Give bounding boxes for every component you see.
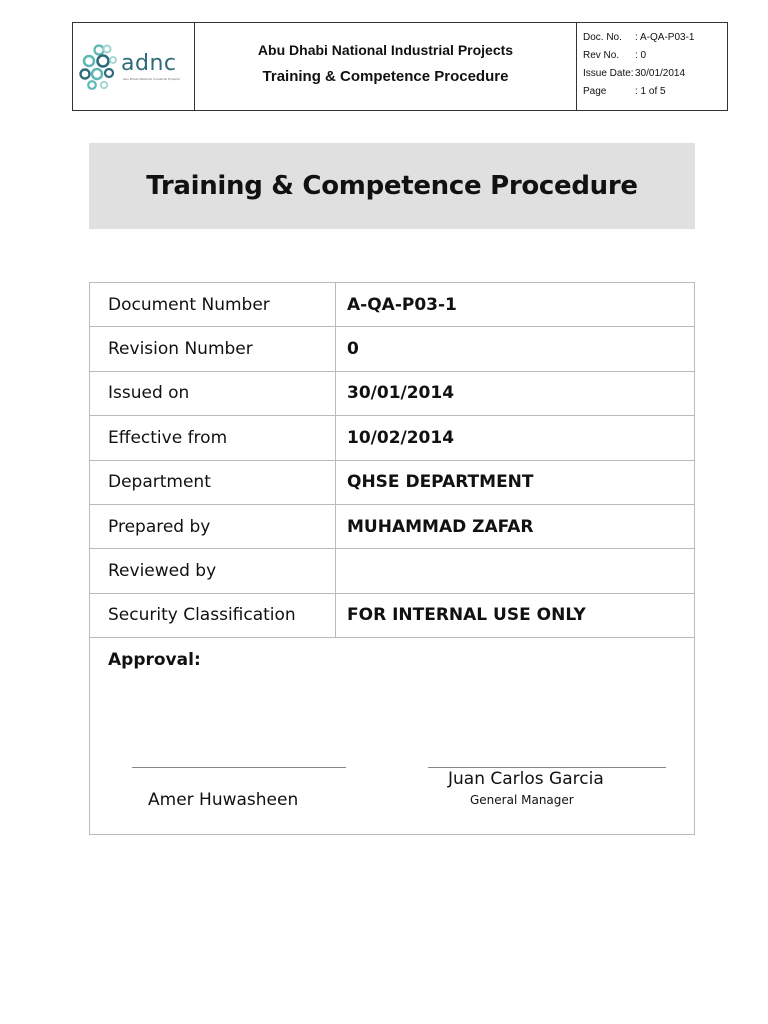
approval-section (90, 638, 694, 834)
meta-label: Page (583, 86, 607, 97)
header-title-cell (195, 23, 577, 110)
table-row (90, 594, 694, 638)
row-label: Prepared by (90, 505, 336, 548)
row-label: Department (90, 461, 336, 504)
header-procedure-title: Training & Competence Procedure (262, 68, 509, 85)
logo-cell (73, 23, 195, 110)
meta-label: Doc. No. (583, 32, 622, 43)
row-value: FOR INTERNAL USE ONLY (347, 605, 586, 626)
meta-issue-date (583, 65, 727, 83)
logo-wordmark: adnc (121, 50, 177, 76)
signature-line-1 (132, 767, 346, 768)
meta-label: Rev No. (583, 50, 620, 61)
meta-label: Issue Date: (583, 68, 634, 79)
row-value (336, 549, 694, 592)
row-value: 10/02/2014 (347, 427, 455, 448)
company-name: Abu Dhabi National Industrial Projects (257, 42, 514, 58)
row-value: A-QA-P03-1 (347, 294, 457, 315)
signatory-1-name: Amer Huwasheen (148, 790, 299, 811)
meta-value: : 0 (635, 50, 647, 61)
header-meta-cell (577, 23, 727, 110)
meta-rev-no (583, 47, 727, 65)
row-label: Document Number (90, 283, 336, 326)
table-row (90, 461, 694, 505)
row-value: 30/01/2014 (347, 383, 455, 404)
row-label: Revision Number (90, 327, 336, 370)
signature-line-2 (428, 767, 666, 768)
approval-label: Approval: (108, 650, 201, 671)
table-row (90, 327, 694, 371)
meta-page (583, 83, 727, 101)
row-value: 0 (347, 339, 359, 360)
row-value: MUHAMMAD ZAFAR (347, 516, 534, 537)
table-row (90, 549, 694, 593)
title-band (89, 143, 695, 229)
company-logo (79, 44, 180, 90)
meta-doc-no (583, 29, 727, 47)
row-label: Reviewed by (90, 549, 336, 592)
table-row (90, 505, 694, 549)
row-label: Issued on (90, 372, 336, 415)
meta-value: : A-QA-P03-1 (635, 32, 695, 43)
row-label: Effective from (90, 416, 336, 459)
signatory-2-name: Juan Carlos Garcia (448, 769, 604, 790)
signatory-2-title: General Manager (470, 793, 574, 808)
page-title: Training & Competence Procedure (146, 171, 638, 201)
meta-value: : 1 of 5 (635, 86, 666, 97)
logo-mark-icon (79, 44, 119, 90)
logo-subtext: Abu Dhabi National Industrial Projects (123, 76, 180, 81)
table-row (90, 283, 694, 327)
document-header (72, 22, 728, 111)
meta-value: 30/01/2014 (635, 68, 686, 79)
row-value: QHSE DEPARTMENT (347, 472, 534, 493)
table-row (90, 416, 694, 460)
document-info-table (89, 282, 695, 835)
row-label: Security Classification (90, 594, 336, 637)
table-row (90, 372, 694, 416)
